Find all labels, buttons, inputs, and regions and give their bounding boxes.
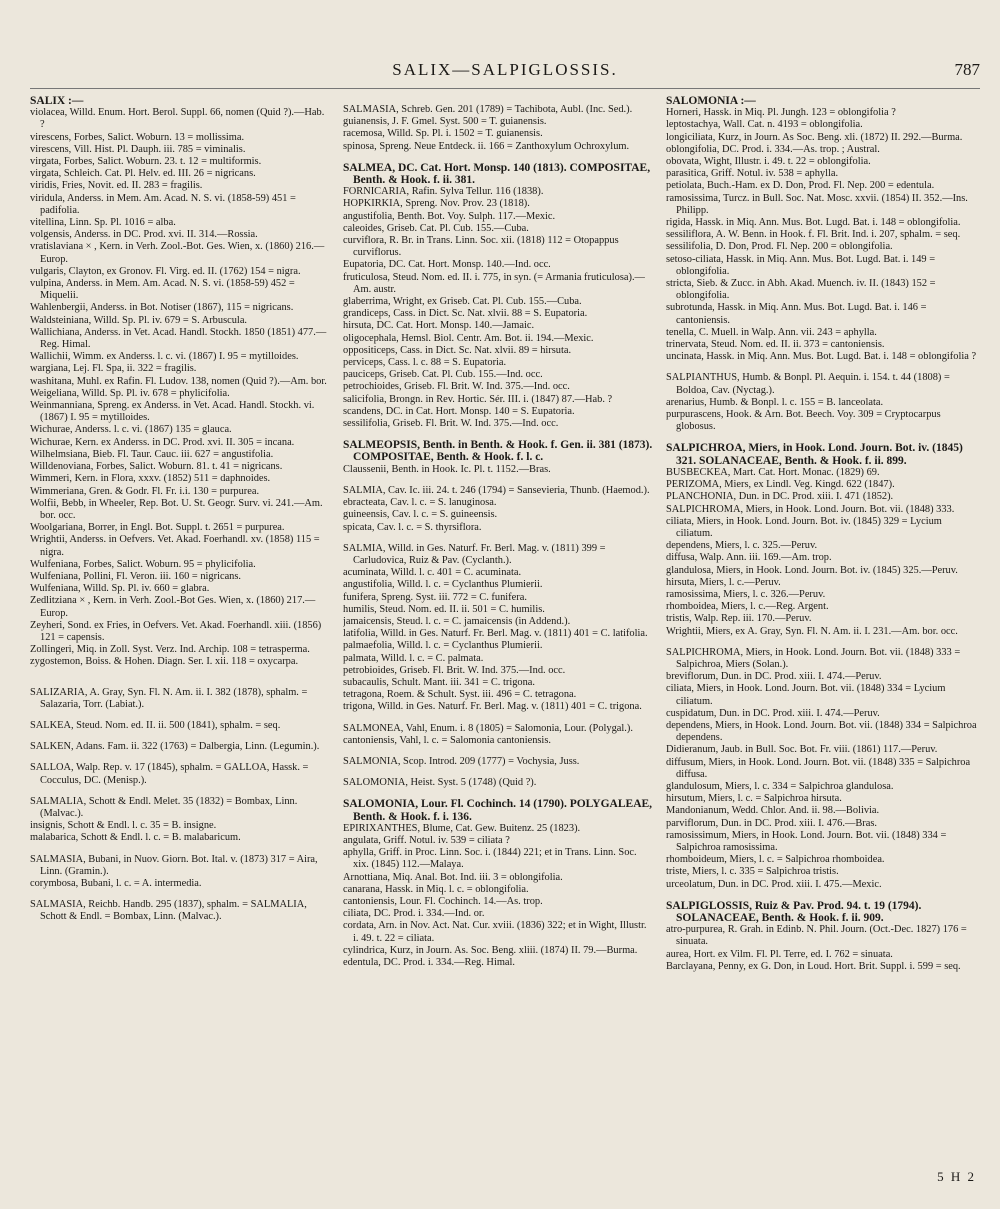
- species-entry: violacea, Willd. Enum. Hort. Berol. Suppl. 66, nomen (Quid ?).—Hab. ?: [30, 107, 325, 131]
- genus-entry: SALPICHROA, Miers, in Hook. Lond. Journ. Bot. iv. (1845) 321. SOLANACEAE, Benth. & Hook. f. ii. 899.: [666, 442, 963, 467]
- species-entry: virescens, Forbes, Salict. Woburn. 13 = mollissima.: [30, 131, 245, 143]
- species-entry: corymbosa, Bubani, l. c. = A. intermedia.: [30, 877, 202, 889]
- species-entry: Claussenii, Benth. in Hook. Ic. Pl. t. 1152.—Bras.: [343, 463, 551, 475]
- species-entry: tenella, C. Muell. in Walp. Ann. vii. 243 = aphylla.: [666, 326, 877, 338]
- species-entry: Wahlenbergii, Anderss. in Bot. Notiser (1867), 115 = nigricans.: [30, 302, 294, 314]
- column-left: [30, 95, 330, 1155]
- species-entry: vulgaris, Clayton, ex Gronov. Fl. Virg. ed. II. (1762) 154 = nigra.: [30, 265, 301, 277]
- species-entry: spicata, Cav. l. c. = S. thyrsiflora.: [343, 521, 482, 533]
- species-entry: Wimmeri, Kern. in Flora, xxxv. (1852) 511 = daphnoides.: [30, 473, 271, 485]
- genus-entry: SALMIA, Willd. in Ges. Naturf. Fr. Berl. Mag. v. (1811) 399 = Carludovica, Ruiz & Pav. (Cyclanth.).: [343, 542, 606, 566]
- species-entry: Eupatoria, DC. Cat. Hort. Monsp. 140.—Ind. occ.: [343, 259, 551, 271]
- genus-entry: SALOMONIA, Lour. Fl. Cochinch. 14 (1790). POLYGALEAE, Benth. & Hook. f. i. 136.: [343, 798, 653, 823]
- species-entry: PLANCHONIA, Dun. in DC. Prod. xiii. I. 471 (1852).: [666, 491, 894, 503]
- species-entry: angustifolia, Willd. l. c. = Cyclanthus Plumierii.: [343, 579, 543, 591]
- species-entry: arenarius, Humb. & Bonpl. l. c. 155 = B. lanceolata.: [666, 396, 884, 408]
- species-entry: viridula, Anderss. in Mem. Am. Acad. N. S. vi. (1858-59) 451 = padifolia.: [30, 192, 296, 216]
- genus-entry: SALOMONIA, Heist. Syst. 5 (1748) (Quid ?).: [343, 777, 537, 789]
- species-entry: parasitica, Griff. Notul. iv. 538 = aphylla.: [666, 168, 839, 180]
- species-entry: scandens, DC. in Cat. Hort. Monsp. 140 = S. Eupatoria.: [343, 405, 575, 417]
- species-entry: glandulosa, Miers, in Hook. Lond. Journ. Bot. iv. (1845) 325.—Peruv.: [666, 564, 958, 576]
- species-entry: FORNICARIA, Rafin. Sylva Tellur. 116 (1838).: [343, 186, 544, 198]
- species-entry: PERIZOMA, Miers, ex Lindl. Veg. Kingd. 622 (1847).: [666, 479, 895, 491]
- species-entry: EPIRIXANTHES, Blume, Cat. Gew. Buitenz. 25 (1823).: [343, 822, 581, 834]
- species-entry: hirsutum, Miers, l. c. = Salpichroa hirsuta.: [666, 793, 842, 805]
- species-entry: ciliata, Miers, in Hook. Lond. Journ. Bot. vii. (1848) 334 = Lycium ciliatum.: [666, 683, 946, 707]
- genus-entry: SALPIGLOSSIS, Ruiz & Pav. Prod. 94. t. 19 (1794). SOLANACEAE, Benth. & Hook. f. ii. 909.: [666, 899, 922, 924]
- species-entry: parviflorum, Dun. in DC. Prod. xiii. I. 476.—Bras.: [666, 817, 877, 829]
- species-entry: Wallichiana, Anderss. in Vet. Acad. Handl. Stockh. 1850 (1851) 477.—Reg. Himal.: [30, 326, 327, 351]
- species-entry: petrobioides, Griseb. Fl. Brit. W. Ind. 375.—Ind. occ.: [343, 664, 566, 676]
- spacer: [30, 669, 330, 678]
- species-entry: ramosissimum, Miers, in Hook. Lond. Journ. Bot. vii. (1848) 334 = Salpichroa ramosissima.: [666, 829, 947, 853]
- species-entry: oblongifolia, DC. Prod. i. 334.—As. trop. ; Austral.: [666, 143, 880, 155]
- species-entry: leptostachya, Wall. Cat. n. 4193 = oblongifolia.: [666, 119, 863, 131]
- species-entry: petiolata, Buch.-Ham. ex D. Don, Prod. Fl. Nep. 200 = edentula.: [666, 180, 935, 192]
- species-entry: Wrightii, Anderss. in Oefvers. Vet. Akad. Foerhandl. xv. (1858) 115 = nigra.: [30, 534, 320, 558]
- species-entry: canarana, Hassk. in Miq. l. c. = oblongifolia.: [343, 883, 529, 895]
- species-entry: fruticulosa, Steud. Nom. ed. II. i. 775, in syn. (= Armania fruticulosa).—Am. austr.: [343, 271, 645, 295]
- species-entry: Waldsteiniana, Willd. Sp. Pl. iv. 679 = S. Arbuscula.: [30, 314, 248, 326]
- species-entry: palmaefolia, Willd. l. c. = Cyclanthus Plumierii.: [343, 640, 543, 652]
- species-entry: Didieranum, Jaub. in Bull. Soc. Bot. Fr. viii. (1861) 117.—Peruv.: [666, 744, 938, 756]
- column-middle: [343, 95, 653, 1155]
- species-entry: insignis, Schott & Endl. l. c. 35 = B. insigne.: [30, 820, 217, 832]
- species-entry: setoso-ciliata, Hassk. in Miq. Ann. Mus. Bot. Lugd. Bat. i. 149 = oblongifolia.: [666, 253, 936, 277]
- species-entry: atro-purpurea, R. Grah. in Edinb. N. Phil. Journ. (Oct.-Dec. 1827) 176 = sinuata.: [666, 924, 967, 948]
- species-entry: malabarica, Schott & Endl. l. c. = B. malabaricum.: [30, 832, 241, 844]
- species-entry: rigida, Hassk. in Miq. Ann. Mus. Bot. Lugd. Bat. i. 148 = oblongifolia.: [666, 217, 961, 229]
- species-entry: BUSBECKEA, Mart. Cat. Hort. Monac. (1829) 69.: [666, 466, 880, 478]
- genus-entry: SALIZARIA, A. Gray, Syn. Fl. N. Am. ii. I. 382 (1878), sphalm. = Salazaria, Torr. (Labiat.).: [30, 686, 308, 710]
- species-entry: trigona, Willd. in Ges. Naturf. Fr. Berl. Mag. v. (1811) 401 = C. trigona.: [343, 701, 642, 713]
- species-entry: rhomboidea, Miers, l. c.—Reg. Argent.: [666, 601, 829, 613]
- species-entry: ramosissima, Miers, l. c. 326.—Peruv.: [666, 588, 826, 600]
- species-entry: glandulosum, Miers, l. c. 334 = Salpichroa glandulosa.: [666, 780, 894, 792]
- species-entry: Wrightii, Miers, ex A. Gray, Syn. Fl. N. Am. ii. I. 231.—Am. bor. occ.: [666, 625, 958, 637]
- species-entry: salicifolia, Brongn. in Rev. Hortic. Sér. III. i. (1847) 87.—Hab. ?: [343, 393, 613, 405]
- species-entry: sessilifolia, D. Don, Prod. Fl. Nep. 200 = oblongifolia.: [666, 241, 893, 253]
- signature-mark: 5 H 2: [937, 1169, 976, 1184]
- species-entry: virgata, Schleich. Cat. Pl. Helv. ed. III. 26 = nigricans.: [30, 168, 256, 180]
- genus-entry: SALMEA, DC. Cat. Hort. Monsp. 140 (1813). COMPOSITAE, Benth. & Hook. f. ii. 381.: [343, 161, 651, 187]
- page-header: [30, 60, 980, 90]
- species-entry: volgensis, Anderss. in DC. Prod. xvi. II. 314.—Rossia.: [30, 229, 258, 241]
- species-entry: oligocephala, Hemsl. Biol. Centr. Am. Bot. ii. 194.—Mexic.: [343, 332, 594, 344]
- species-entry: sessiliflora, A. W. Benn. in Hook. f. Fl. Brit. Ind. i. 207, sphalm. = seq.: [666, 229, 961, 241]
- species-entry: triste, Miers, l. c. 335 = Salpichroa tristis.: [666, 866, 839, 878]
- species-entry: hirsuta, Miers, l. c.—Peruv.: [666, 576, 781, 588]
- species-entry: spinosa, Spreng. Neue Entdeck. ii. 166 = Zanthoxylum Ochroxylum.: [343, 140, 630, 152]
- species-entry: Wilhelmsiana, Bieb. Fl. Taur. Cauc. iii. 627 = angustifolia.: [30, 448, 274, 460]
- species-entry: Horneri, Hassk. in Miq. Pl. Jungh. 123 = oblongifolia ?: [666, 107, 896, 119]
- species-entry: perviceps, Cass. l. c. 88 = S. Eupatoria.: [343, 357, 507, 369]
- genus-entry: SALMASIA, Reichb. Handb. 295 (1837), sphalm. = SALMALIA, Schott & Endl. = Bombax, Linn. (Malvac.).: [30, 899, 307, 923]
- genus-entry: SALMIA, Cav. Ic. iii. 24. t. 246 (1794) = Sansevieria, Thunb. (Haemod.).: [343, 484, 650, 496]
- species-entry: palmata, Willd. l. c. = C. palmata.: [343, 652, 484, 664]
- species-entry: Zeyheri, Sond. ex Fries, in Oefvers. Vet. Akad. Foerhandl. xiii. (1856) 121 = capensis.: [30, 619, 322, 643]
- species-entry: Zedlitziana × , Kern. in Verh. Zool.-Bot Ges. Wien, x. (1860) 217.—Europ.: [30, 595, 316, 619]
- species-entry: SALIX :—: [30, 95, 84, 107]
- species-entry: Wolfii, Bebb, in Wheeler, Rep. Bot. U. St. Geogr. Surv. vi. 241.—Am. bor. occ.: [30, 497, 323, 521]
- species-entry: Wulfeniana, Forbes, Salict. Woburn. 95 = phylicifolia.: [30, 558, 256, 570]
- species-entry: grandiceps, Cass. in Dict. Sc. Nat. xlvii. 88 = S. Eupatoria.: [343, 308, 588, 320]
- species-entry: longiciliata, Kurz, in Journ. As Soc. Beng. xli. (1872) II. 292.—Burma.: [666, 131, 963, 143]
- genus-entry: SALKEA, Steud. Nom. ed. II. ii. 500 (1841), sphalm. = seq.: [30, 719, 281, 731]
- genus-entry: SALPICHROMA, Miers, in Hook. Lond. Journ. Bot. vii. (1848) 333 = Salpichroa, Miers (Solan.).: [666, 646, 961, 670]
- species-entry: guianensis, J. F. Gmel. Syst. 500 = T. guianensis.: [343, 116, 547, 128]
- species-entry: diffusum, Miers, in Hook. Lond. Journ. Bot. vii. (1848) 335 = Salpichroa diffusa.: [666, 756, 971, 780]
- species-entry: viridis, Fries, Novit. ed. II. 283 = fragilis.: [30, 180, 203, 192]
- species-entry: SALOMONIA :—: [666, 95, 756, 107]
- species-entry: cantoniensis, Lour. Fl. Cochinch. 14.—As. trop.: [343, 895, 543, 907]
- species-entry: tristis, Walp. Rep. iii. 170.—Peruv.: [666, 613, 812, 625]
- species-entry: purpurascens, Hook. & Arn. Bot. Beech. Voy. 309 = Cryptocarpus globosus.: [666, 409, 941, 433]
- species-entry: hirsuta, DC. Cat. Hort. Monsp. 140.—Jamaic.: [343, 320, 535, 332]
- entry-columns: [30, 95, 982, 1155]
- species-entry: dependens, Miers, in Hook. Lond. Journ. Bot. vii. (1848) 334 = Salpichroa dependens.: [666, 719, 977, 744]
- page-number: 787: [954, 60, 980, 79]
- genus-entry: SALMASIA, Schreb. Gen. 201 (1789) = Tachibota, Aubl. (Inc. Sed.).: [343, 104, 633, 115]
- species-entry: Wichurae, Anderss. l. c. vi. (1867) 135 = glauca.: [30, 424, 232, 436]
- genus-entry: SALPIANTHUS, Humb. & Bonpl. Pl. Aequin. i. 154. t. 44 (1808) = Boldoa, Cav. (Nyctag.).: [666, 372, 950, 396]
- species-entry: latifolia, Willd. in Ges. Naturf. Fr. Berl. Mag. v. (1811) 401 = C. latifolia.: [343, 628, 648, 640]
- species-entry: rhomboideum, Miers, l. c. = Salpichroa rhomboidea.: [666, 854, 885, 866]
- column-right: [666, 95, 981, 1155]
- species-entry: ramosissima, Turcz. in Bull. Soc. Nat. Mosc. xxvii. (1854) II. 352.—Ins. Philipp.: [666, 192, 968, 216]
- species-entry: jamaicensis, Steud. l. c. = C. jamaicensis (in Addend.).: [343, 615, 571, 627]
- species-entry: zygostemon, Boiss. & Hohen. Diagn. Ser. I. xii. 118 = oxycarpa.: [30, 656, 299, 668]
- genus-entry: SALMONEA, Vahl, Enum. i. 8 (1805) = Salomonia, Lour. (Polygal.).: [343, 722, 633, 734]
- genus-entry: SALLOA, Walp. Rep. v. 17 (1845), sphalm. = GALLOA, Hassk. = Cocculus, DC. (Menisp.).: [30, 762, 309, 786]
- species-entry: wargiana, Lej. Fl. Spa, ii. 322 = fragilis.: [30, 363, 197, 375]
- species-entry: washitana, Muhl. ex Rafin. Fl. Ludov. 138, nomen (Quid ?).—Am. bor.: [30, 375, 327, 387]
- species-entry: cuspidatum, Dun. in DC. Prod. xiii. I. 474.—Peruv.: [666, 707, 880, 719]
- species-entry: Mandonianum, Wedd. Chlor. And. ii. 98.—Bolivia.: [666, 805, 880, 817]
- species-entry: Wulfeniana, Pollini, Fl. Veron. iii. 160 = nigricans.: [30, 570, 242, 582]
- species-entry: guineensis, Cav. l. c. = S. guineensis.: [343, 509, 498, 521]
- species-entry: Wichurae, Kern. ex Anderss. in DC. Prod. xvi. II. 305 = incana.: [30, 436, 295, 448]
- species-entry: angulata, Griff. Notul. iv. 539 = ciliata ?: [343, 834, 510, 846]
- species-entry: sessilifolia, Griseb. Fl. Brit. W. Ind. 375.—Ind. occ.: [343, 418, 559, 430]
- species-entry: Weinmanniana, Spreng. ex Anderss. in Vet. Acad. Handl. Stockh. vi. (1867) I. 95 = mytilloides.: [30, 400, 315, 424]
- species-entry: humilis, Steud. Nom. ed. II. ii. 501 = C. humilis.: [343, 603, 545, 615]
- species-entry: Willdenoviana, Forbes, Salict. Woburn. 81. t. 41 = nigricans.: [30, 461, 283, 473]
- genus-entry: SALMASIA, Bubani, in Nuov. Giorn. Bot. Ital. v. (1873) 317 = Aira, Linn. (Gramin.).: [30, 853, 318, 877]
- species-entry: urceolatum, Dun. in DC. Prod. xiii. I. 475.—Mexic.: [666, 878, 882, 890]
- species-entry: trinervata, Steud. Nom. ed. II. ii. 373 = cantoniensis.: [666, 339, 885, 351]
- species-entry: aurea, Hort. ex Vilm. Fl. Pl. Terre, ed. I. 762 = sinuata.: [666, 948, 893, 960]
- species-entry: Zollingeri, Miq. in Zoll. Syst. Verz. Ind. Archip. 108 = tetrasperma.: [30, 644, 310, 656]
- species-entry: aphylla, Griff. in Proc. Linn. Soc. i. (1844) 221; et in Trans. Linn. Soc. xix. (1845) 112.—Malaya.: [343, 847, 637, 871]
- genus-entry: SALKEN, Adans. Fam. ii. 322 (1763) = Dalbergia, Linn. (Legumin.).: [30, 741, 320, 753]
- species-entry: petrochioides, Griseb. Fl. Brit. W. Ind. 375.—Ind. occ.: [343, 381, 570, 393]
- species-entry: diffusa, Walp. Ann. iii. 169.—Am. trop.: [666, 552, 832, 564]
- species-entry: curviflora, R. Br. in Trans. Linn. Soc. xii. (1818) 112 = Otopappus curviflorus.: [343, 235, 619, 259]
- species-entry: acuminata, Willd. l. c. 401 = C. acuminata.: [343, 567, 522, 579]
- species-entry: Wimmeriana, Gren. & Godr. Fl. Fr. i.i. 130 = purpurea.: [30, 485, 260, 497]
- species-entry: breviflorum, Dun. in DC. Prod. xiii. I. 474.—Peruv.: [666, 671, 882, 683]
- species-entry: racemosa, Willd. Sp. Pl. i. 1502 = T. guianensis.: [343, 128, 543, 140]
- species-entry: Barclayana, Penny, ex G. Don, in Loud. Hort. Brit. Suppl. i. 599 = seq.: [666, 960, 961, 972]
- species-entry: cordata, Arn. in Nov. Act. Nat. Cur. xviii. (1836) 322; et in Wight, Illustr. i. 49. t. 22 = ciliata.: [343, 920, 647, 944]
- species-entry: cylindrica, Kurz, in Journ. As. Soc. Beng. xliii. (1874) II. 79.—Burma.: [343, 944, 638, 956]
- species-entry: Arnottiana, Miq. Anal. Bot. Ind. iii. 3 = oblongifolia.: [343, 871, 563, 883]
- running-title: SALIX—SALPIGLOSSIS.: [392, 60, 618, 79]
- species-entry: ebracteata, Cav. l. c. = S. lanuginosa.: [343, 497, 497, 509]
- species-entry: vulpina, Anderss. in Mem. Am. Acad. N. S. vi. (1858-59) 452 = Miquelii.: [30, 278, 295, 302]
- species-entry: obovata, Wight, Illustr. i. 49. t. 22 = oblongifolia.: [666, 156, 871, 168]
- species-entry: vitellina, Linn. Sp. Pl. 1016 = alba.: [30, 217, 176, 229]
- genus-entry: SALMEOPSIS, Benth. in Benth. & Hook. f. Gen. ii. 381 (1873). COMPOSITAE, Benth. & Hook. f. l. c.: [343, 439, 653, 464]
- species-entry: glaberrima, Wright, ex Griseb. Cat. Pl. Cub. 155.—Cuba.: [343, 296, 582, 308]
- species-entry: angustifolia, Benth. Bot. Voy. Sulph. 117.—Mexic.: [343, 210, 556, 222]
- species-entry: stricta, Sieb. & Zucc. in Abh. Akad. Muench. iv. II. (1843) 152 = oblongifolia.: [666, 278, 936, 302]
- genus-entry: SALMONIA, Scop. Introd. 209 (1777) = Vochysia, Juss.: [343, 755, 580, 767]
- species-entry: subrotunda, Hassk. in Miq. Ann. Mus. Bot. Lugd. Bat. i. 146 = cantoniensis.: [666, 302, 927, 326]
- species-entry: tetragona, Roem. & Schult. Syst. iii. 496 = C. tetragona.: [343, 689, 577, 701]
- species-entry: ciliata, Miers, in Hook. Lond. Journ. Bot. iv. (1845) 329 = Lycium ciliatum.: [666, 515, 942, 539]
- species-entry: caleoides, Griseb. Cat. Pl. Cub. 155.—Cuba.: [343, 222, 529, 234]
- species-entry: vratislaviana × , Kern. in Verh. Zool.-Bot. Ges. Wien, x. (1860) 216.—Europ.: [30, 241, 325, 265]
- species-entry: SALPICHROMA, Miers, in Hook. Lond. Journ. Bot. vii. (1848) 333.: [666, 503, 955, 515]
- species-entry: pauciceps, Griseb. Cat. Pl. Cub. 155.—Ind. occ.: [343, 369, 543, 381]
- genus-entry: SALMALIA, Schott & Endl. Melet. 35 (1832) = Bombax, Linn. (Malvac.).: [30, 795, 298, 819]
- species-entry: virescens, Vill. Hist. Pl. Dauph. iii. 785 = viminalis.: [30, 143, 246, 155]
- species-entry: subacaulis, Schult. Mant. iii. 341 = C. trigona.: [343, 676, 536, 688]
- species-entry: uncinata, Hassk. in Miq. Ann. Mus. Bot. Lugd. Bat. i. 148 = oblongifolia ?: [666, 351, 977, 363]
- species-entry: cantoniensis, Vahl, l. c. = Salomonia cantoniensis.: [343, 734, 551, 746]
- species-entry: Wallichii, Wimm. ex Anderss. l. c. vi. (1867) I. 95 = mytilloides.: [30, 351, 299, 363]
- species-entry: dependens, Miers, l. c. 325.—Peruv.: [666, 540, 818, 552]
- species-entry: ciliata, DC. Prod. i. 334.—Ind. or.: [343, 908, 485, 920]
- species-entry: Wulfeniana, Willd. Sp. Pl. iv. 660 = glabra.: [30, 583, 210, 595]
- species-entry: funifera, Spreng. Syst. iii. 772 = C. funifera.: [343, 591, 527, 603]
- species-entry: oppositiceps, Cass. in Dict. Sc. Nat. xlvii. 89 = hirsuta.: [343, 344, 572, 356]
- species-entry: Weigeliana, Willd. Sp. Pl. iv. 678 = phylicifolia.: [30, 387, 230, 399]
- species-entry: Woolgariana, Borrer, in Engl. Bot. Suppl. t. 2651 = purpurea.: [30, 522, 285, 534]
- species-entry: virgata, Forbes, Salict. Woburn. 23. t. 12 = multiformis.: [30, 156, 262, 168]
- header-rule: [30, 88, 980, 89]
- species-entry: edentula, DC. Prod. i. 334.—Reg. Himal.: [343, 957, 516, 968]
- species-entry: HOPKIRKIA, Spreng. Nov. Prov. 23 (1818).: [343, 198, 530, 210]
